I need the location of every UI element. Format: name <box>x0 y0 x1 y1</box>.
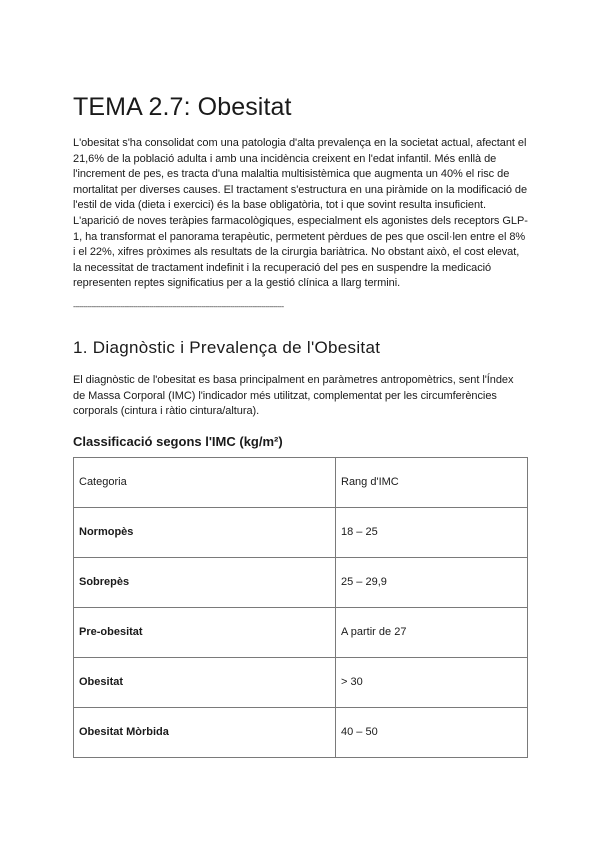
section-heading-diagnosis: 1. Diagnòstic i Prevalença de l'Obesitat <box>73 337 381 357</box>
table-row <box>74 707 528 757</box>
category-cell: Obesitat <box>74 657 336 707</box>
intro-paragraph: L'obesitat s'ha consolidat com una patologia d'alta prevalença en la societat actual, afectant el 21,6% de la població adulta i amb una incidència creixent en l'edat infantil. Més enllà de l'increment de pes, es tracta d'una malaltia multisistèmica que augmenta un 40% el risc de mortalitat per diverses causes. El tractament s'estructura en una piràmide on la modificació de l'estil de vida (dieta i exercici) és la base obligatòria, tot i que sovint resulta insuficient. L'aparició de noves teràpies farmacològiques, especialment els agonistes dels receptors GLP-1, ha transformat el panorama terapèutic, permetent pèrdues de pes que oscil·len entre el 8% i el 22%, xifres pròximes als resultats de la cirurgia bariàtrica. No obstant això, el cost elevat, la necessitat de tractament indefinit i la recuperació del pes en suspendre la medicació representen reptes significatius per a la gestió clínica a llarg termini. <box>73 137 528 290</box>
table-row <box>74 557 528 607</box>
bmi-classification-table <box>73 457 528 758</box>
table-title: Classificació segons l'IMC (kg/m²) <box>73 433 283 449</box>
category-cell: Pre-obesitat <box>74 607 336 657</box>
table-header-row <box>74 457 528 507</box>
range-cell: 18 – 25 <box>336 507 528 557</box>
category-cell: Sobrepès <box>74 557 336 607</box>
header-cell-category: Categoria <box>74 457 336 507</box>
range-cell: 40 – 50 <box>336 707 528 757</box>
table-row <box>74 607 528 657</box>
diagnosis-paragraph: El diagnòstic de l'obesitat es basa principalment en paràmetres antropomètrics, sent l'Índex de Massa Corporal (IMC) l'indicador més utilitzat, complementat per les circumferències corporals (cintura i ràtio cintura/altura). <box>73 373 514 418</box>
category-cell: Obesitat Mòrbida <box>74 707 336 757</box>
document-page <box>73 92 528 758</box>
table-row <box>74 507 528 557</box>
page-title: TEMA 2.7: Obesitat <box>73 93 292 121</box>
section-divider: ------------------------------------------------------------------------------------------------------ <box>73 301 284 311</box>
range-cell: A partir de 27 <box>336 607 528 657</box>
category-cell: Normopès <box>74 507 336 557</box>
range-cell: > 30 <box>336 657 528 707</box>
table-row <box>74 657 528 707</box>
header-cell-range: Rang d'IMC <box>336 457 528 507</box>
range-cell: 25 – 29,9 <box>336 557 528 607</box>
